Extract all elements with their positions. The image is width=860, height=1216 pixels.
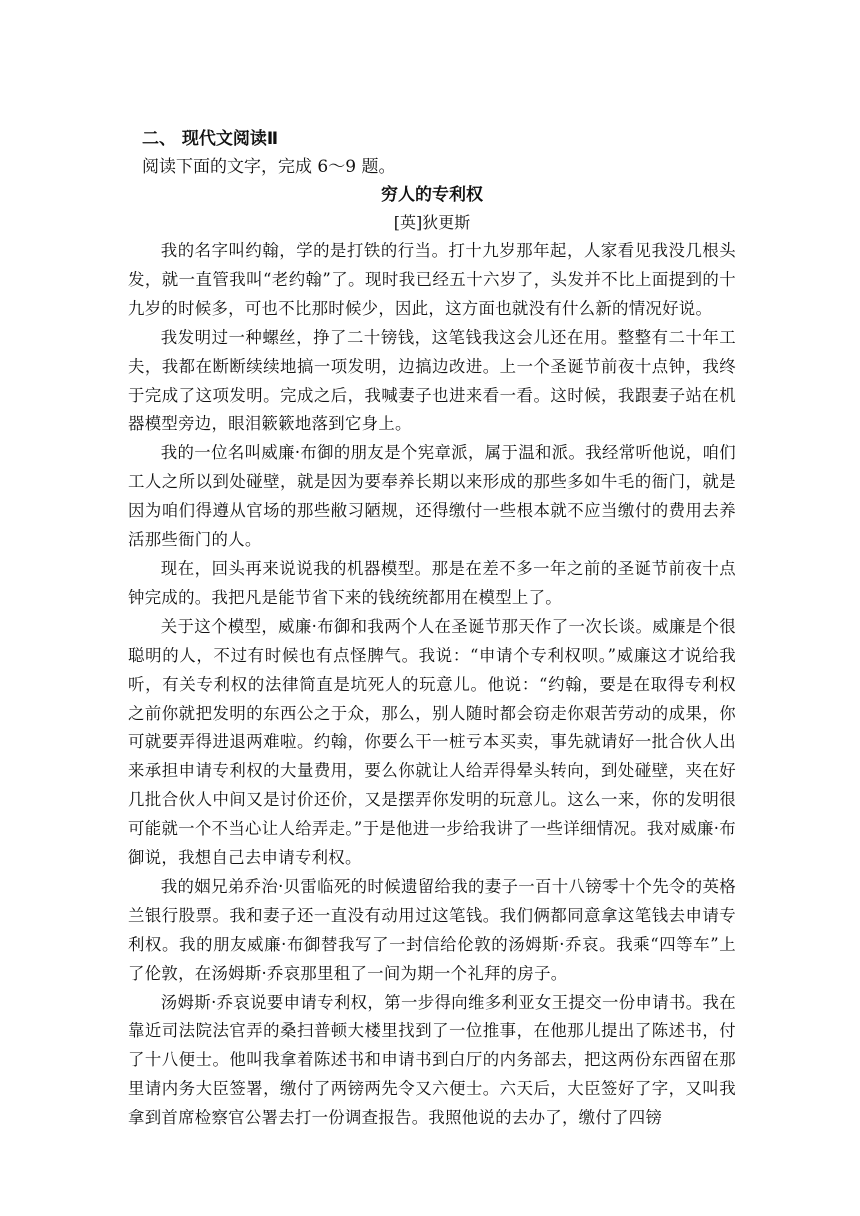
paragraph-1: 我的名字叫约翰，学的是打铁的行当。打十九岁那年起，人家看见我没几根头发，就一直管我叫“老约翰”了。现时我已经五十六岁了，头发并不比上面提到的十九岁的时候多，可也不比那时候少，因此，这方面也就没有什么新的情况好说。 <box>128 241 736 318</box>
article-author: [英]狄更斯 <box>393 213 471 232</box>
paragraph-7: 汤姆斯·乔哀说要申请专利权，第一步得向维多利亚女王提交一份申请书。我在靠近司法院法官弄的桑扫普顿大楼里找到了一位推事，在他那儿提出了陈述书，付了十八便士。他叫我拿着陈述书和申请书到白厅的内务部去，把这两份东西留在那里请内务大臣签署，缴付了两镑两先令又六便士。六天后，大臣签好了字，又叫我拿到首席检察官公署去打一份调查报告。我照他说的去办了，缴付了四镑 <box>128 992 736 1128</box>
paragraph-5: 关于这个模型，威廉·布御和我两个人在圣诞节那天作了一次长谈。威廉是个很聪明的人，不过有时候也有点怪脾气。我说：“申请个专利权呗。”威廉这才说给我听，有关专利权的法律简直是坑死人的玩意儿。他说：“约翰，要是在取得专利权之前你就把发明的东西公之于众，那么，别人随时都会窃走你艰苦劳动的成果，你可就要弄得进退两难啦。约翰，你要么干一桩亏本买卖，事先就请好一批合伙人出来承担申请专利权的大量费用，要么你就让人给弄得晕头转向，到处碰壁，夹在好几批合伙人中间又是讨价还价，又是摆弄你发明的玩意儿。这么一来，你的发明很可能就一个不当心让人给弄走。”于是他进一步给我讲了一些详细情况。我对威廉·布御说，我想自己去申请专利权。 <box>128 616 736 868</box>
document-page <box>128 125 736 1133</box>
section-heading: 二、 现代文阅读Ⅱ <box>142 129 279 149</box>
question-instruction: 阅读下面的文字，完成 6～9 题。 <box>142 157 396 177</box>
article-title: 穷人的专利权 <box>381 185 483 205</box>
paragraph-4: 现在，回头再来说说我的机器模型。那是在差不多一年之前的圣诞节前夜十点钟完成的。我把凡是能节省下来的钱统统都用在模型上了。 <box>128 558 736 607</box>
paragraph-2: 我发明过一种螺丝，挣了二十镑钱，这笔钱我这会儿还在用。整整有二十年工夫，我都在断断续续地搞一项发明，边搞边改进。上一个圣诞节前夜十点钟，我终于完成了这项发明。完成之后，我喊妻子也进来看一看。这时候，我跟妻子站在机器模型旁边，眼泪簌簌地落到它身上。 <box>128 327 736 434</box>
paragraph-3: 我的一位名叫威廉·布御的朋友是个宪章派，属于温和派。我经常听他说，咱们工人之所以到处碰壁，就是因为要奉养长期以来形成的那些多如牛毛的衙门，就是因为咱们得遵从官场的那些敝习陋规，还得缴付一些根本就不应当缴付的费用去养活那些衙门的人。 <box>128 443 736 550</box>
paragraph-6: 我的姻兄弟乔治·贝雷临死的时候遗留给我的妻子一百十八镑零十个先令的英格兰银行股票。我和妻子还一直没有动用过这笔钱。我们俩都同意拿这笔钱去申请专利权。我的朋友威廉·布御替我写了一封信给伦敦的汤姆斯·乔哀。我乘“四等车”上了伦敦，在汤姆斯·乔哀那里租了一间为期一个礼拜的房子。 <box>128 876 736 983</box>
